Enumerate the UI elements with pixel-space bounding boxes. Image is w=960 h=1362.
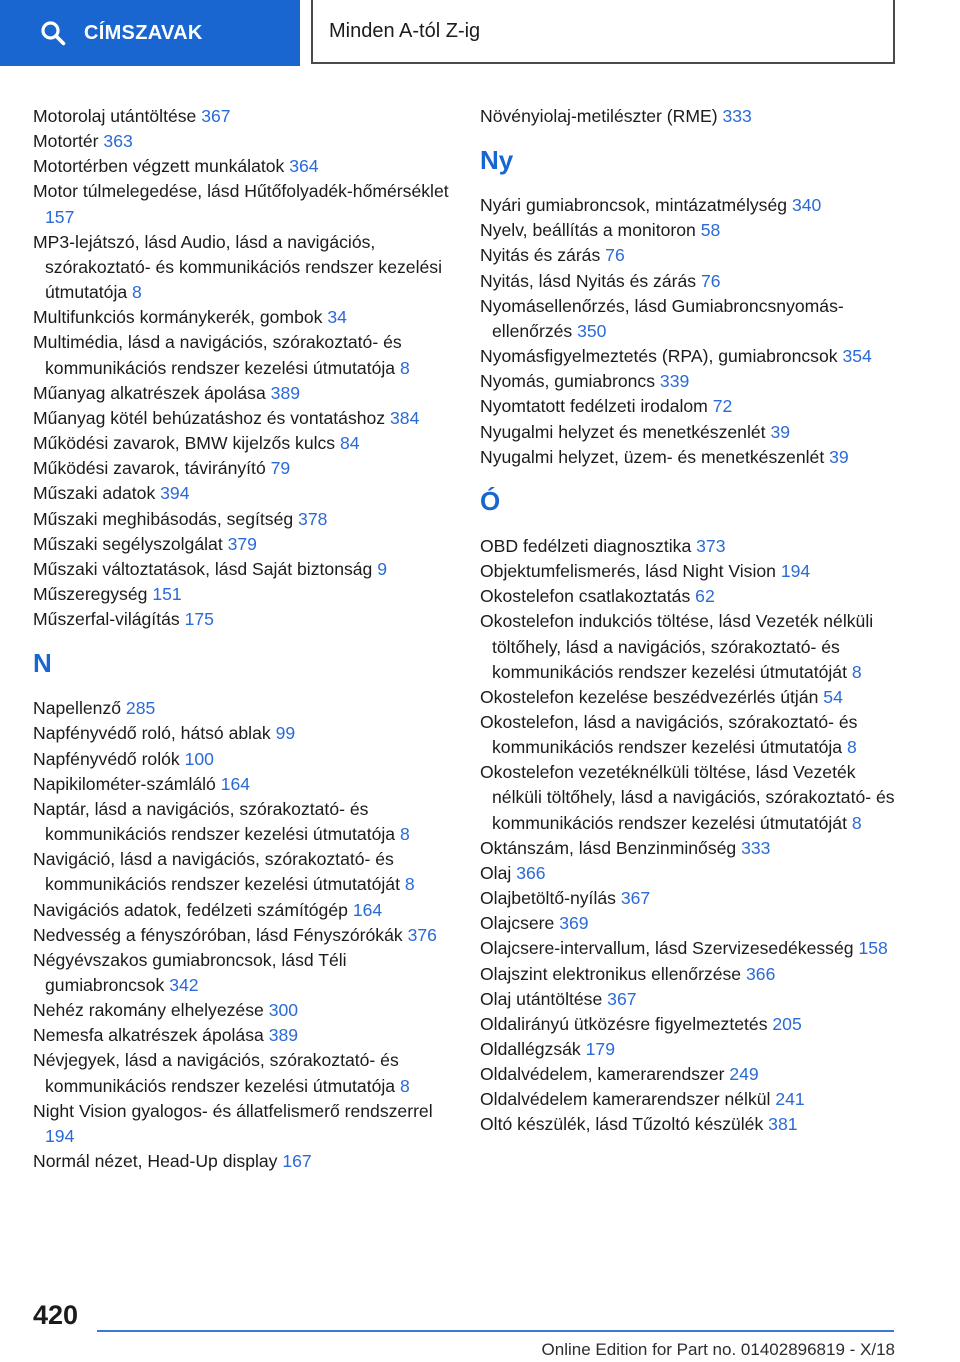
entry-text: Motortér [33, 131, 99, 152]
page-link[interactable]: 8 [851, 661, 862, 682]
entry-text: Névjegyek, lásd a navigációs, szórakoztató- és kommunikációs rendszer kezelési útmutatója [33, 1050, 399, 1096]
index-entry [480, 836, 900, 861]
index-entry [33, 898, 451, 923]
page-link[interactable]: 179 [585, 1039, 615, 1059]
index-entry [480, 243, 900, 268]
page-link[interactable]: 285 [125, 698, 156, 719]
index-entry [480, 294, 900, 344]
index-entry [480, 1012, 900, 1037]
entry-text: Napikilométer-számláló [33, 773, 216, 794]
entry-text: Műanyag kötél behúzatáshoz és vontatáshoz [33, 407, 386, 428]
index-entry [480, 886, 900, 911]
entry-text: Nyugalmi helyzet, üzem- és menetkészenlét [480, 446, 825, 467]
entry-text: Nyitás és zárás [480, 245, 601, 266]
index-entry [33, 1099, 451, 1149]
index-entry [480, 269, 900, 294]
index-entry [33, 481, 451, 506]
entry-text: Olajszint elektronikus ellenőrzése [480, 963, 742, 984]
page-link[interactable]: 8 [404, 874, 415, 895]
top-bar [0, 0, 960, 66]
entry-text: Night Vision gyalogos- és állatfelismerő rendszerrel [33, 1100, 433, 1121]
entry-text: Nemesfa alkatrészek ápolása [33, 1025, 264, 1046]
entry-text: Motortérben végzett munkálatok [33, 156, 285, 177]
page-link[interactable]: 8 [851, 812, 862, 833]
index-entry [33, 154, 451, 179]
page-link[interactable]: 300 [268, 1000, 299, 1021]
page-link[interactable]: 8 [399, 824, 410, 845]
search-keywords-tab[interactable] [0, 0, 300, 66]
page-link[interactable]: 167 [282, 1151, 312, 1172]
page-link[interactable]: 175 [184, 609, 214, 630]
page-link[interactable]: 100 [184, 748, 214, 769]
page-link[interactable]: 157 [45, 206, 75, 227]
search-icon [40, 20, 66, 46]
entry-text: Okostelefon kezelése beszédvezérlés útján [480, 686, 819, 707]
page-link[interactable]: 389 [268, 1025, 299, 1046]
index-entry [480, 1087, 900, 1112]
page-link[interactable]: 394 [160, 483, 190, 504]
index-entry [33, 1048, 451, 1098]
entry-text: Nyári gumiabroncsok, mintázatmélység [480, 195, 788, 216]
entry-text: Objektumfelismerés, lásd Night Vision [480, 561, 776, 582]
section-heading: Ny [480, 145, 514, 176]
index-entry [33, 557, 451, 582]
entry-text: Navigáció, lásd a navigációs, szórakoztató- és kommunikációs rendszer kezelési útmutatóját [33, 849, 400, 895]
page-link[interactable]: 369 [559, 913, 589, 934]
section-heading: N [33, 648, 52, 679]
index-entry [33, 696, 451, 721]
entry-text: Multimédia, lásd a navigációs, szórakoztató- és kommunikációs rendszer kezelési útmutatója [33, 332, 402, 378]
page-link[interactable]: 367 [201, 106, 231, 126]
page-link[interactable]: 205 [772, 1013, 802, 1034]
entry-text: Nyugalmi helyzet és menetkészenlét [480, 421, 766, 442]
page-link[interactable]: 8 [399, 357, 410, 378]
index-entry [33, 456, 451, 481]
index-entry [33, 305, 451, 330]
index-entry [480, 710, 900, 760]
index-entry [33, 179, 451, 229]
index-entry [33, 104, 451, 129]
page-link[interactable]: 373 [696, 535, 726, 556]
index-entry [33, 998, 451, 1023]
page-link[interactable]: 99 [275, 723, 296, 744]
index-entry [480, 394, 900, 419]
entry-text: Okostelefon vezetéknélküli töltése, lásd Vezeték nélküli töltőhely, lásd a navigációs, szórakoztató- és kommunikációs rendszer kezelési útmutatóját [480, 762, 895, 833]
footer-divider [97, 1330, 894, 1332]
index-entry [480, 911, 900, 936]
tab-title: Minden A-tól Z-ig [329, 19, 481, 42]
page-link[interactable]: 76 [605, 245, 625, 266]
index-entry [480, 445, 900, 470]
page-link[interactable]: 8 [132, 282, 142, 303]
page-link[interactable]: 58 [700, 220, 721, 241]
index-entry [33, 582, 451, 607]
index-entry [480, 1037, 900, 1062]
page-link[interactable]: 158 [858, 938, 888, 959]
index-entry [33, 948, 451, 998]
page-link[interactable]: 39 [829, 446, 849, 467]
index-entry [480, 218, 900, 243]
entry-text: Műszeregység [33, 583, 148, 604]
entry-text: Nyomásellenőrzés, lásd Gumiabroncsnyomás-ellenőrzés [480, 295, 844, 341]
entry-text: Négyévszakos gumiabroncsok, lásd Téli gumiabroncsok [33, 949, 347, 995]
index-entry [33, 431, 451, 456]
index-entry [480, 344, 900, 369]
page-link[interactable]: 339 [659, 371, 690, 392]
page-link[interactable]: 342 [169, 975, 199, 995]
entry-text: OBD fedélzeti diagnosztika [480, 535, 692, 556]
entry-text: Növényiolaj-metilészter (RME) [480, 106, 718, 126]
footer-edition: Online Edition for Part no. 01402896819 - X/18 [541, 1340, 895, 1359]
entry-text: Nehéz rakomány elhelyezése [33, 1000, 264, 1021]
index-entry [480, 1062, 900, 1087]
entry-text: Oktánszám, lásd Benzinminőség [480, 837, 737, 858]
index-entry [480, 534, 900, 559]
index-entry [480, 193, 900, 218]
entry-text: Működési zavarok, BMW kijelzős kulcs [33, 433, 336, 454]
entry-text: Motorolaj utántöltése [33, 106, 197, 126]
entry-text: Olajcsere [480, 913, 555, 934]
entry-text: Oltó készülék, lásd Tűzoltó készülék [480, 1114, 764, 1135]
index-entry [480, 584, 900, 609]
entry-text: Oldalvédelem kamerarendszer nélkül [480, 1089, 771, 1110]
index-entry [480, 685, 900, 710]
entry-text: Műszaki adatok [33, 483, 156, 504]
page-link[interactable]: 389 [270, 382, 301, 403]
entry-text: Napellenző [33, 698, 122, 719]
index-entry [480, 420, 900, 445]
entry-text: Napfényvédő roló, hátsó ablak [33, 723, 271, 744]
entry-text: Motor túlmelegedése, lásd Hűtőfolyadék-hőmérséklet [33, 181, 449, 202]
page-link[interactable]: 367 [620, 888, 651, 909]
entry-text: Napfényvédő rolók [33, 748, 180, 769]
entry-text: Nyitás, lásd Nyitás és zárás [480, 270, 697, 291]
page-link[interactable]: 76 [700, 270, 721, 291]
entry-text: Működési zavarok, távirányító [33, 458, 266, 479]
entry-text: Oldallégzsák [480, 1039, 581, 1059]
index-entry [480, 369, 900, 394]
index-entry [480, 609, 900, 684]
index-entry [480, 936, 900, 961]
a-to-z-tab[interactable] [311, 0, 895, 64]
index-entry [33, 607, 451, 632]
entry-text: Olajcsere-intervallum, lásd Szervizesedékesség [480, 938, 854, 959]
entry-text: Oldalvédelem, kamerarendszer [480, 1064, 725, 1085]
entry-text: Olajbetöltő-nyílás [480, 888, 616, 909]
index-entry [33, 797, 451, 847]
page-link[interactable]: 333 [741, 837, 771, 858]
index-entry [33, 747, 451, 772]
page-link[interactable]: 367 [607, 988, 637, 1009]
entry-text: Okostelefon, lásd a navigációs, szórakoztató- és kommunikációs rendszer kezelési útmutatója [480, 711, 858, 758]
page-link[interactable]: 241 [775, 1089, 805, 1110]
entry-text: Nyelv, beállítás a monitoron [480, 220, 696, 241]
index-entry [480, 962, 900, 987]
entry-text: Nyomásfigyelmeztetés (RPA), gumiabroncsok [480, 346, 838, 367]
entry-text: Nyomás, gumiabroncs [480, 371, 656, 392]
page-link[interactable]: 366 [516, 862, 546, 883]
section-heading: Ó [480, 485, 501, 516]
page-link[interactable]: 384 [390, 407, 420, 428]
page-link[interactable]: 194 [780, 561, 811, 582]
index-column-left [33, 104, 451, 1174]
index-entry [33, 330, 451, 380]
page-link[interactable]: 84 [340, 433, 360, 454]
page-link[interactable]: 8 [399, 1075, 410, 1096]
entry-text: Okostelefon indukciós töltése, lásd Vezeték nélküli töltőhely, lásd a navigációs, szórakoztató- és kommunikációs rendszer kezelési útmutatóját [480, 611, 874, 682]
entry-text: Műszaki segélyszolgálat [33, 533, 223, 554]
index-entry [480, 559, 900, 584]
page-number: 420 [33, 1300, 79, 1330]
index-entry [33, 923, 451, 948]
page-link[interactable]: 34 [327, 307, 347, 328]
index-entry [33, 532, 451, 557]
page-link[interactable]: 72 [712, 396, 733, 417]
entry-text: Nyomtatott fedélzeti irodalom [480, 396, 708, 417]
index-entry [33, 772, 451, 797]
entry-text: MP3-lejátszó, lásd Audio, lásd a navigációs, szórakoztató- és kommunikációs rendszer kezelési útmutatója [33, 231, 442, 303]
entry-text: Műszerfal-világítás [33, 609, 180, 630]
entry-text: Normál nézet, Head-Up display [33, 1151, 278, 1172]
page-link[interactable]: 151 [152, 583, 182, 604]
page-link[interactable]: 164 [220, 773, 251, 794]
entry-text: Műszaki változtatások, lásd Saját biztonság [33, 558, 373, 579]
entry-text: Navigációs adatok, fedélzeti számítógép [33, 899, 348, 920]
index-entry [33, 507, 451, 532]
page-link[interactable]: 164 [352, 899, 383, 920]
page-link[interactable]: 249 [729, 1064, 759, 1085]
page-link[interactable]: 9 [377, 558, 388, 579]
index-entry [33, 1023, 451, 1048]
index-entry [33, 721, 451, 746]
entry-text: Műanyag alkatrészek ápolása [33, 382, 266, 403]
index-entry [480, 861, 900, 886]
page-link[interactable]: 354 [842, 346, 872, 367]
index-entry [480, 104, 900, 129]
search-tab-label: CÍMSZAVAK [84, 21, 203, 44]
entry-text: Oldalirányú ütközésre figyelmeztetés [480, 1013, 768, 1034]
page-link[interactable]: 364 [289, 156, 319, 177]
page-link[interactable]: 363 [103, 131, 133, 152]
index-entry [480, 1112, 900, 1137]
index-entry [480, 760, 900, 835]
page-link[interactable]: 366 [746, 963, 776, 984]
page-link[interactable]: 340 [791, 195, 822, 216]
entry-text: Olaj [480, 862, 512, 883]
index-entry [33, 381, 451, 406]
entry-text: Olaj utántöltése [480, 988, 603, 1009]
page-link[interactable]: 54 [823, 686, 843, 707]
page-link[interactable]: 376 [407, 924, 437, 945]
page-link[interactable]: 79 [270, 458, 291, 479]
page-link[interactable]: 350 [577, 320, 607, 341]
entry-text: Nedvesség a fényszóróban, lásd Fényszórókák [33, 924, 403, 945]
index-entry [33, 1149, 451, 1174]
index-entry [480, 987, 900, 1012]
index-column-right [480, 104, 900, 1138]
page-link[interactable]: 194 [45, 1125, 75, 1146]
index-entry [33, 406, 451, 431]
entry-text: Okostelefon csatlakoztatás [480, 586, 691, 607]
page-link[interactable]: 378 [298, 508, 328, 529]
entry-text: Multifunkciós kormánykerék, gombok [33, 307, 323, 328]
index-entry [33, 129, 451, 154]
entry-text: Műszaki meghibásodás, segítség [33, 508, 294, 529]
entry-text: Naptár, lásd a navigációs, szórakoztató- és kommunikációs rendszer kezelési útmutatója [33, 798, 396, 845]
index-entry [33, 847, 451, 897]
page-link[interactable]: 381 [768, 1114, 798, 1135]
page-link[interactable]: 62 [695, 586, 715, 607]
page-link[interactable]: 379 [227, 533, 257, 554]
page-link[interactable]: 8 [846, 737, 857, 758]
page-link[interactable]: 39 [770, 421, 791, 442]
index-entry [33, 230, 451, 305]
page-link[interactable]: 333 [722, 106, 752, 126]
